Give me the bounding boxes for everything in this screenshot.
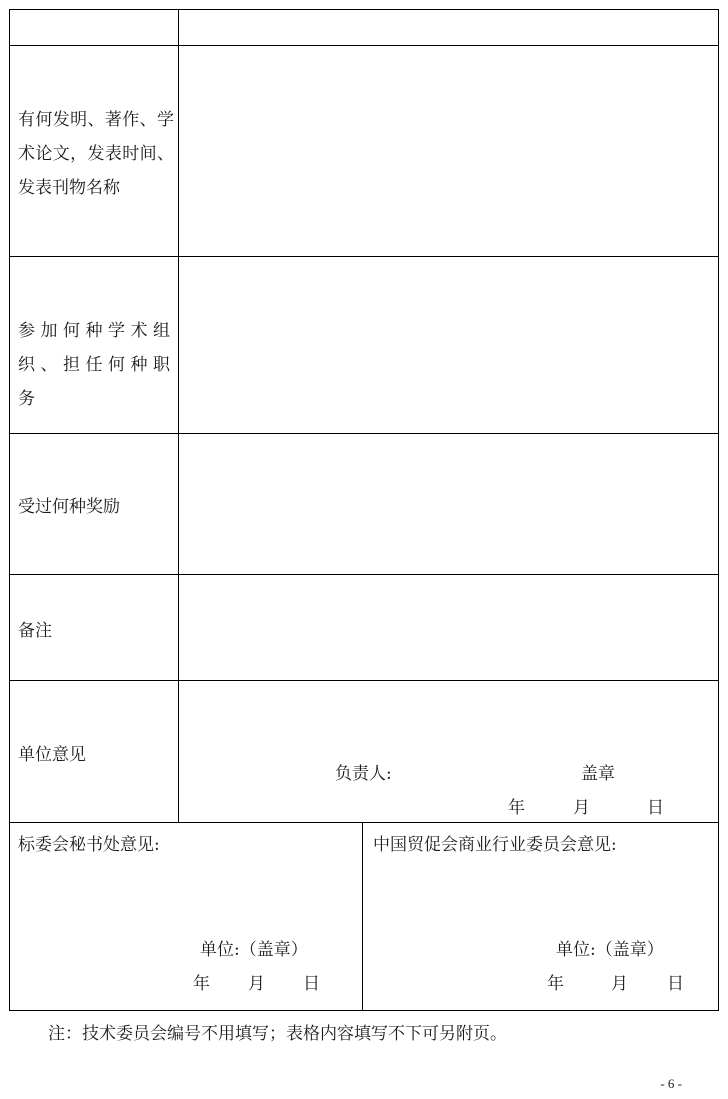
awards-label: 受过何种奖励: [18, 497, 120, 517]
secretariat-opinion-cell[interactable]: [10, 823, 362, 1010]
day-label: 日: [647, 798, 664, 818]
secretariat-month-label: 月: [248, 974, 265, 994]
secretariat-day-label: 日: [303, 974, 320, 994]
ccpit-year-label: 年: [547, 974, 564, 994]
unit-opinion-label: 单位意见: [18, 745, 86, 765]
secretariat-opinion-title: 标委会秘书处意见:: [18, 835, 160, 855]
ccpit-opinion-cell[interactable]: [363, 823, 718, 1010]
remarks-value-cell[interactable]: [179, 575, 718, 680]
seal-label: 盖章: [581, 764, 615, 784]
organizations-label: 参加何种学术组织、担任何种职务: [18, 321, 174, 409]
organizations-value-cell[interactable]: [179, 257, 718, 433]
publications-value-cell[interactable]: [179, 46, 718, 256]
empty-value-cell[interactable]: [179, 10, 718, 45]
month-label: 月: [573, 798, 590, 818]
unit-opinion-value-cell[interactable]: [179, 681, 718, 822]
ccpit-unit-seal-label: 单位:（盖章）: [556, 940, 664, 960]
footnote: 注：技术委员会编号不用填写；表格内容填写不下可另附页。: [48, 1024, 507, 1044]
empty-label-cell: [10, 10, 178, 45]
publications-label: 有何发明、著作、学术论文，发表时间、发表刊物名称: [18, 110, 174, 198]
responsible-person-label: 负责人:: [335, 764, 392, 784]
year-label: 年: [508, 798, 525, 818]
secretariat-unit-seal-label: 单位:（盖章）: [200, 940, 308, 960]
ccpit-opinion-title: 中国贸促会商业行业委员会意见:: [373, 835, 617, 855]
awards-value-cell[interactable]: [179, 434, 718, 574]
ccpit-month-label: 月: [611, 974, 628, 994]
ccpit-day-label: 日: [667, 974, 684, 994]
remarks-label: 备注: [18, 621, 52, 641]
application-form-table: [9, 9, 719, 1011]
page-number: - 6 -: [660, 1076, 682, 1091]
secretariat-year-label: 年: [193, 974, 210, 994]
